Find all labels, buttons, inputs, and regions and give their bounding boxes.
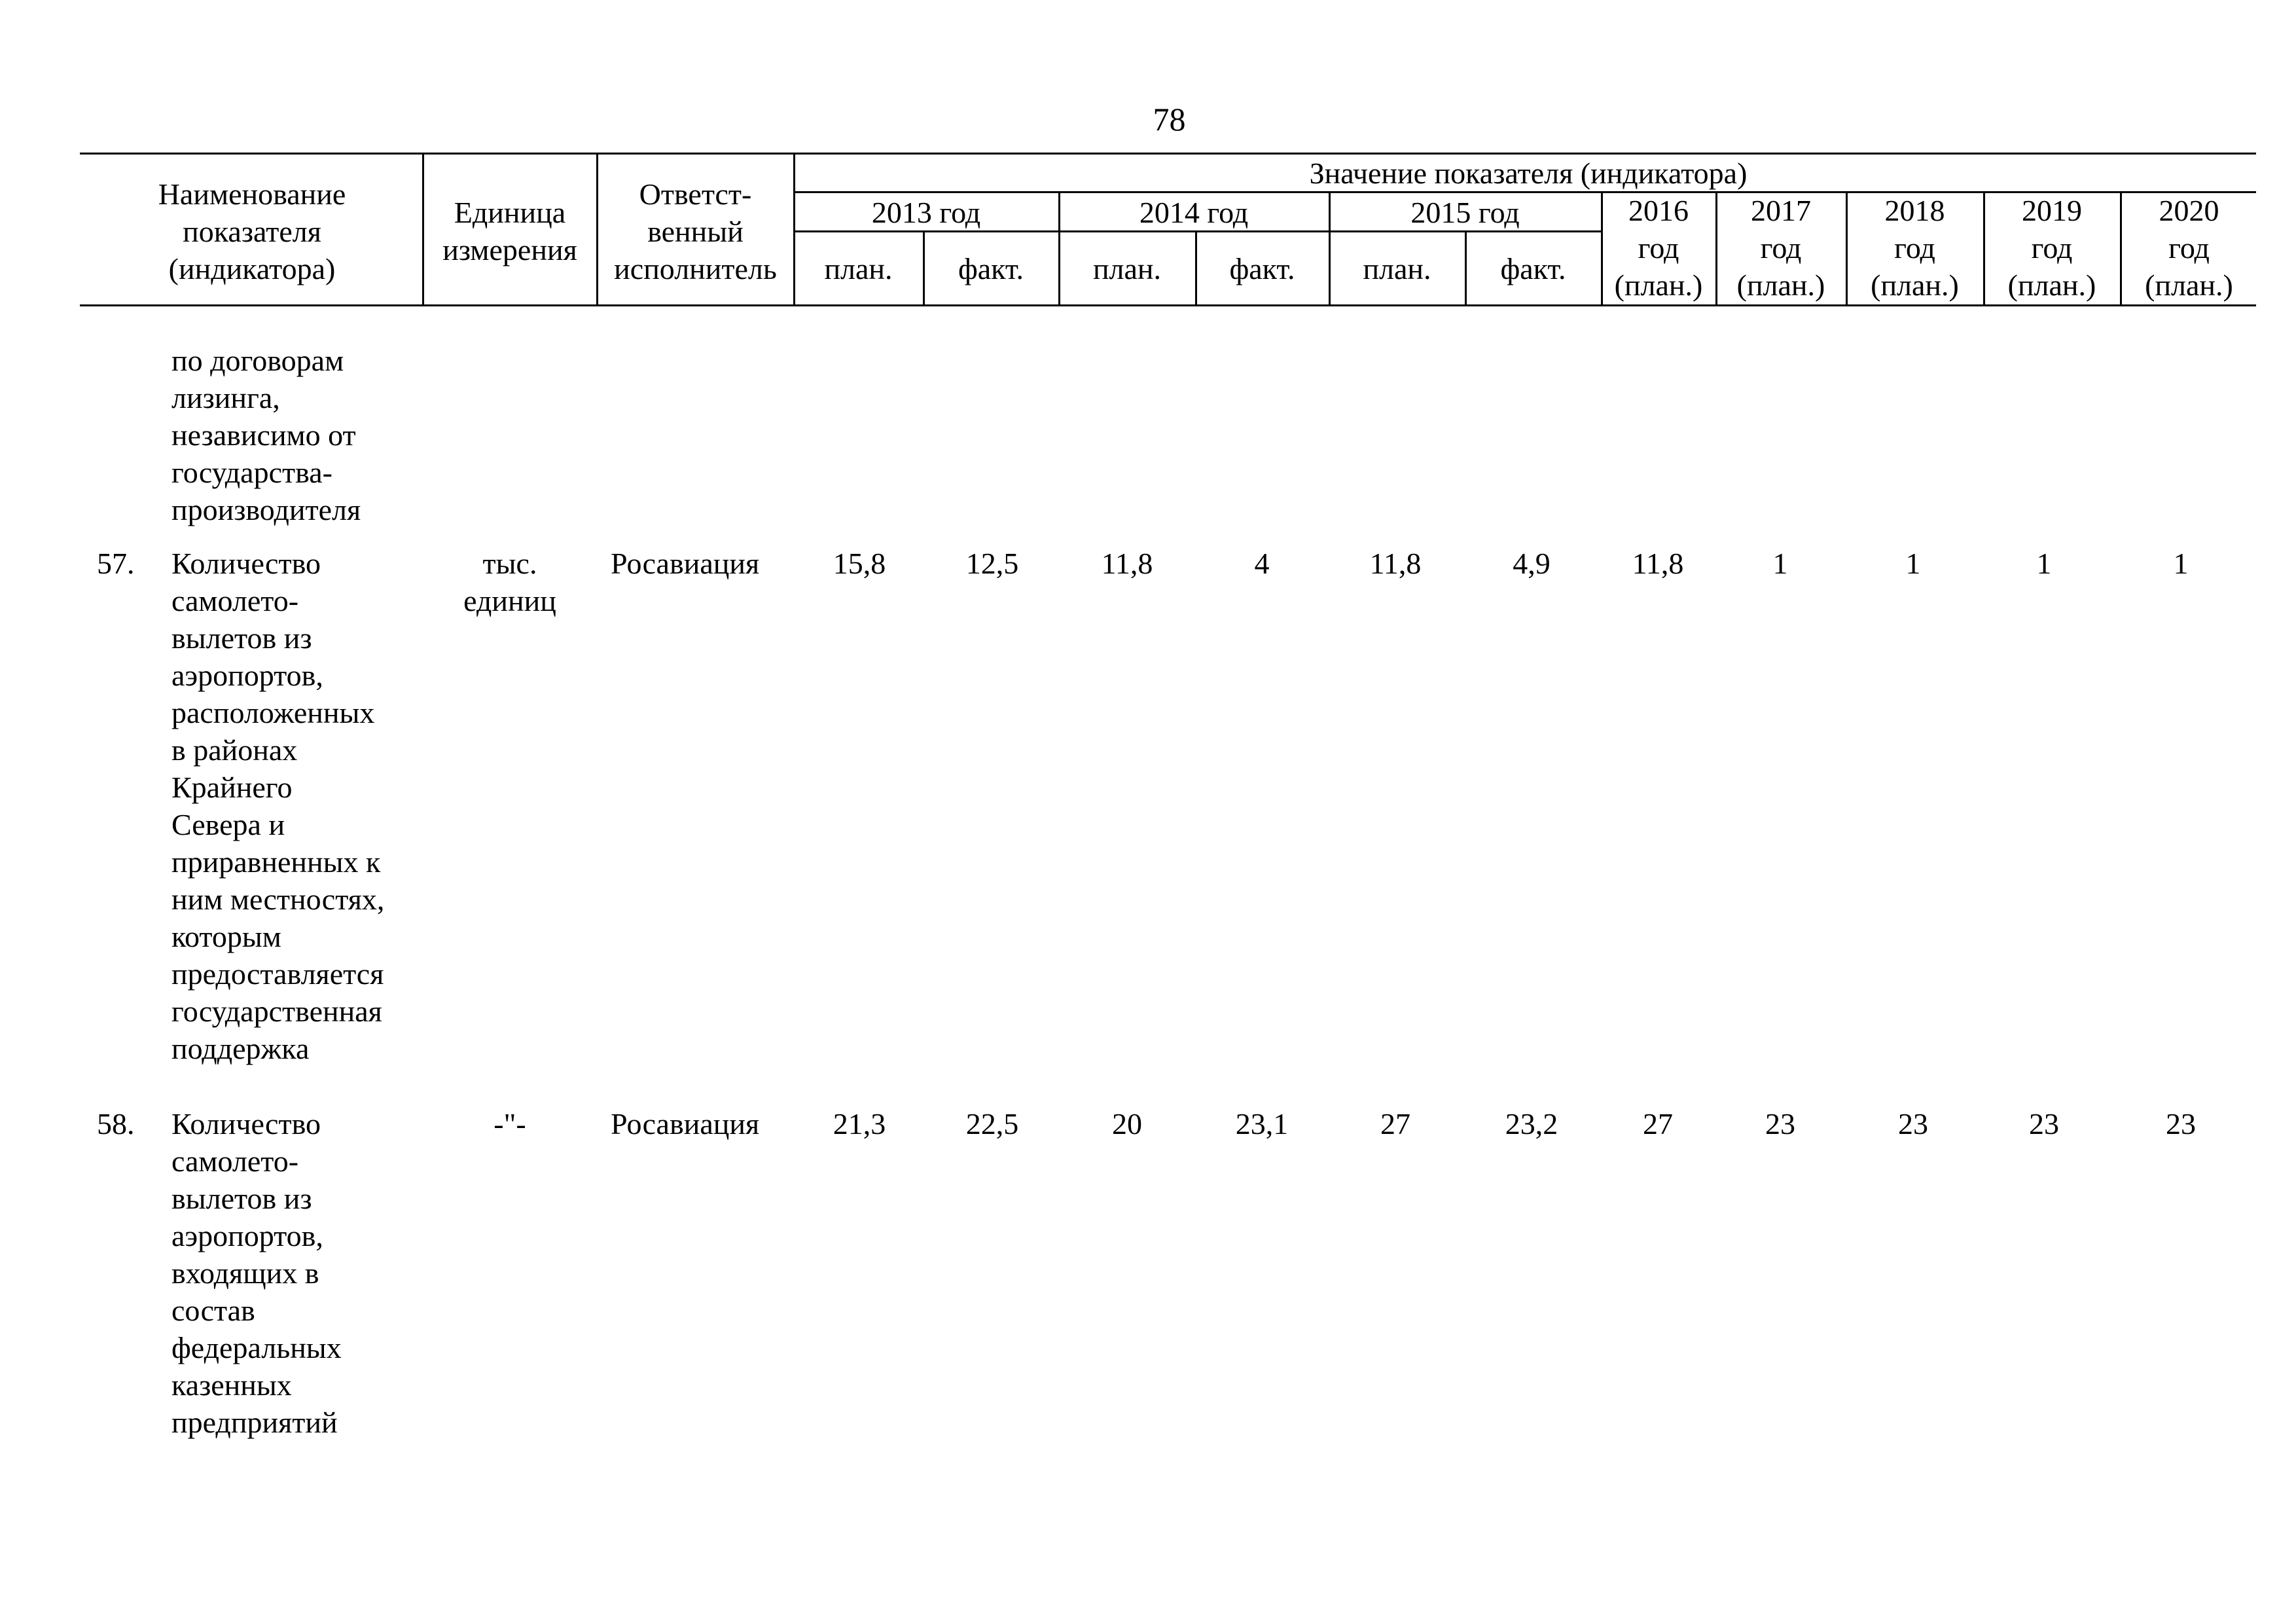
row-57-value-2014-plan: 11,8 <box>1101 547 1153 580</box>
header-year-2018: 2018 год (план.) <box>1871 194 1959 302</box>
header-fact-2013: факт. <box>958 252 1024 285</box>
header-divider <box>422 153 424 306</box>
header-unit: Единица измерения <box>442 196 577 266</box>
row-58-value-2015-plan: 27 <box>1380 1107 1410 1140</box>
row-58-value-2019: 23 <box>2029 1107 2059 1140</box>
table-top-rule <box>80 153 2256 155</box>
header-plan-2015: план. <box>1363 252 1431 285</box>
header-plan-2014: план. <box>1092 252 1162 285</box>
header-value-group: Значение показателя (индикатора) <box>1309 156 1748 190</box>
row-57-value-2013-plan: 15,8 <box>833 547 886 580</box>
row-57-value-2019: 1 <box>2036 547 2052 580</box>
row-58-number: 58. <box>97 1107 135 1140</box>
page-number: 78 <box>1153 101 1186 137</box>
header-year-2015: 2015 год <box>1410 196 1520 229</box>
row-57-responsible: Росавиация <box>611 547 760 580</box>
row-58-value-2020: 23 <box>2166 1107 2196 1140</box>
row-58-value-2016: 27 <box>1643 1107 1673 1140</box>
row-57-value-2016: 11,8 <box>1632 547 1684 580</box>
row-57-name: Количество самолето- вылетов из аэропортов, расположенных в районах Крайнего Севера и приравненных к ним местностях, которым предоставляется государственная поддержка <box>171 547 385 1065</box>
row-58-responsible: Росавиация <box>611 1107 760 1140</box>
header-year-2017: 2017 год (план.) <box>1736 194 1825 302</box>
header-responsible: Ответст- венный исполнитель <box>614 177 777 285</box>
row-57-value-2020: 1 <box>2173 547 2189 580</box>
header-fact-2015: факт. <box>1500 252 1566 285</box>
header-year-2019: 2019 год (план.) <box>2007 194 2096 302</box>
row-58-value-2013-plan: 21,3 <box>833 1107 886 1140</box>
row-57-value-2018: 1 <box>1905 547 1921 580</box>
row-57-value-2015-plan: 11,8 <box>1369 547 1422 580</box>
continuation-name: по договорам лизинга, независимо от государства- производителя <box>171 344 361 526</box>
row-57-number: 57. <box>97 547 135 580</box>
header-fact-2014: факт. <box>1229 252 1295 285</box>
row-57-value-2017: 1 <box>1772 547 1788 580</box>
row-57-value-2013-fact: 12,5 <box>965 547 1019 580</box>
row-57-value-2014-fact: 4 <box>1254 547 1270 580</box>
header-year-2014: 2014 год <box>1139 196 1249 229</box>
row-58-value-2015-fact: 23,2 <box>1505 1107 1558 1140</box>
header-plan-2013: план. <box>824 252 893 285</box>
header-year-2013: 2013 год <box>871 196 981 229</box>
header-year-2020: 2020 год (план.) <box>2145 194 2233 302</box>
header-divider <box>596 153 598 306</box>
row-57-unit: тыс. единиц <box>463 547 556 617</box>
row-58-unit: -"- <box>493 1107 526 1140</box>
row-58-name: Количество самолето- вылетов из аэропортов, входящих в состав федеральных казенных предприятий <box>171 1107 342 1439</box>
row-57-value-2015-fact: 4,9 <box>1513 547 1551 580</box>
row-58-value-2018: 23 <box>1898 1107 1928 1140</box>
header-bottom-rule <box>80 304 2256 306</box>
header-name: Наименование показателя (индикатора) <box>158 177 346 285</box>
row-58-value-2017: 23 <box>1765 1107 1795 1140</box>
row-58-value-2014-plan: 20 <box>1112 1107 1142 1140</box>
row-58-value-2014-fact: 23,1 <box>1235 1107 1289 1140</box>
row-58-value-2013-fact: 22,5 <box>965 1107 1019 1140</box>
header-year-2016: 2016 год (план.) <box>1614 194 1703 302</box>
